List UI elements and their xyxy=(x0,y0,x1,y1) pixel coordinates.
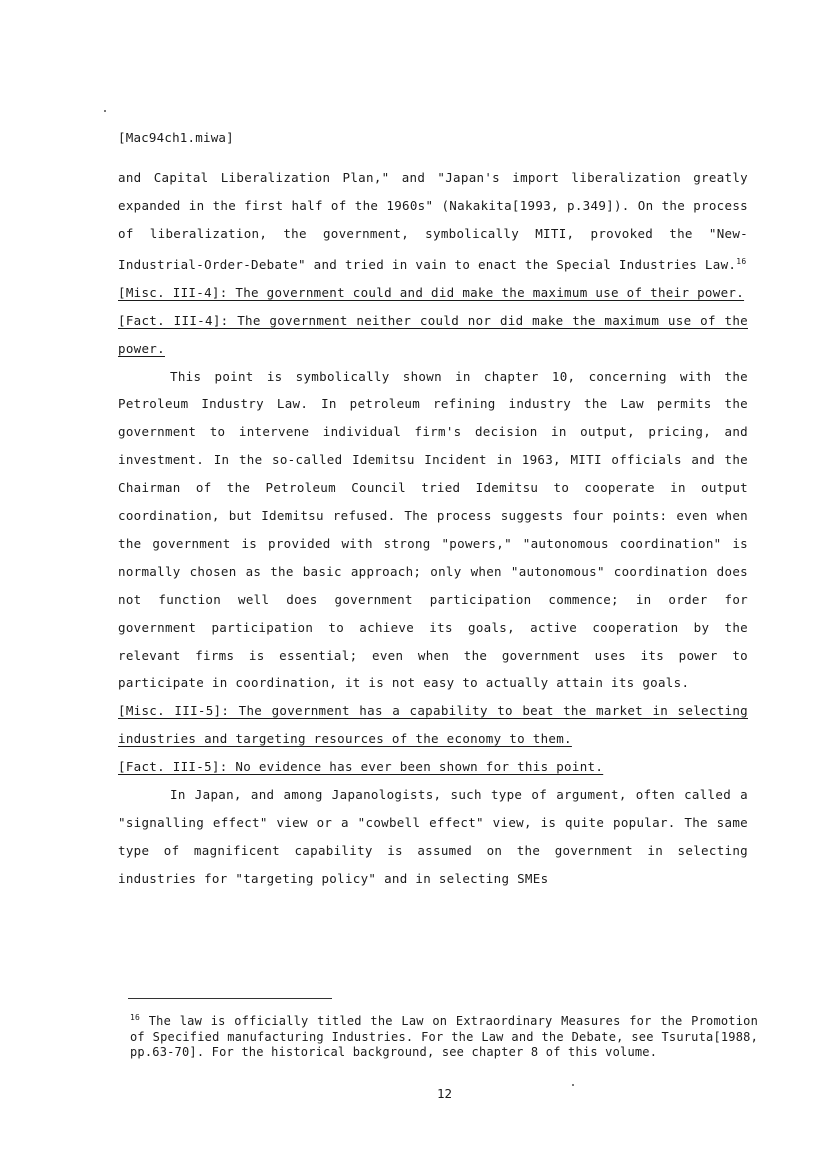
paragraph-liberalization xyxy=(118,164,748,279)
scan-speck xyxy=(572,1084,574,1086)
footnote-divider xyxy=(128,998,332,999)
footnote-mark: 16 xyxy=(130,1013,141,1022)
misc-iii-4-statement: [Misc. III-4]: The government could and did make the maximum use of their power. xyxy=(118,284,745,300)
footnote xyxy=(130,1010,758,1061)
page-number: 12 xyxy=(437,1086,453,1101)
fact-iii-4-statement: [Fact. III-4]: The government neither could nor did make the maximum use of the power. xyxy=(118,312,748,356)
file-header: [Mac94ch1.miwa] xyxy=(118,130,234,145)
misc-iii-5-statement: [Misc. III-5]: The government has a capability to beat the market in selecting industries and targeting resources of the economy to them. xyxy=(118,703,748,747)
paragraph-signalling: In Japan, and among Japanologists, such type of argument, often called a "signalling effect" view or a "cowbell effect" view, is quite popular. The same type of magnificent capability is assumed on the government in selecting industries for "targeting policy" and in selecting SMEs xyxy=(118,787,748,886)
footnote-text: The law is officially titled the Law on Extraordinary Measures for the Promotion of Specified manufacturing Industries. For the Law and the Debate, see Tsuruta[1988, pp.63-70]. For the historical background, see chapter 8 of this volume. xyxy=(130,1014,758,1059)
body-text xyxy=(118,164,748,893)
paragraph-petroleum: This point is symbolically shown in chapter 10, concerning with the Petroleum Industry Law. In petroleum refining industry the Law permits the government to intervene individual firm's decision in output, pricing, and investment. In the so-called Idemitsu Incident in 1963, MITI officials and the Chairman of the Petroleum Council tried Idemitsu to cooperate in output coordination, but Idemitsu refused. The process suggests four points: even when the government is provided with strong "powers," "autonomous coordination" is normally chosen as the basic approach; only when "autonomous" coordination does not function well does government participation commence; in order for government participation to achieve its goals, active cooperation by the relevant firms is essential; even when the government uses its power to participate in coordination, it is not easy to actually attain its goals. xyxy=(118,368,748,691)
footnote-reference: 16 xyxy=(736,256,747,266)
fact-iii-5-statement: [Fact. III-5]: No evidence has ever been shown for this point. xyxy=(118,759,604,775)
paragraph-text: and Capital Liberalization Plan," and "Japan's import liberalization greatly expanded in the first half of the 1960s" (Nakakita[1993, p.349]). On the process of liberalization, the government, symbolically MITI, provoked the "New-Industrial-Order-Debate" and tried in vain to enact the Special Industries Law. xyxy=(118,170,748,272)
scan-speck xyxy=(104,110,106,112)
